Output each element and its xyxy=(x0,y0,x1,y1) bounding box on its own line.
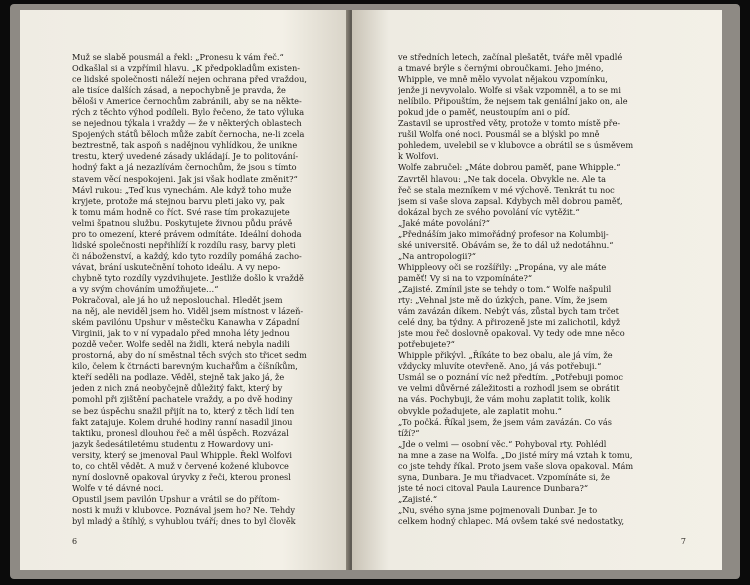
text-line: taktiku, pronesl dlouhou řeč a měl úspěch. Rozvázal xyxy=(72,427,289,438)
text-line: Whipple, ve mně mělo vyvolat nějakou vzpomínku, xyxy=(398,74,608,85)
text-line: řeč se stala mezníkem v mé výchově. Tenkrát tu noc xyxy=(398,184,615,195)
text-line: se bez úspěchu snažil přijít na to, který z těch lidí ten xyxy=(72,405,295,416)
text-line: „Zajisté. Zmínil jste se tehdy o tom.“ Wolfe našpulil xyxy=(398,283,612,294)
text-line: celkem hodný chlapec. Má ovšem také své nedostatky, xyxy=(398,515,625,526)
text-line: nyní doslovně opakoval úryvky z řeči, kterou pronesl xyxy=(72,471,291,482)
text-line: Spojených států běloch může zabít černocha, ne-li zcela xyxy=(72,129,305,140)
text-line: obvykle požadujete, ale zaplatit mohu.“ xyxy=(398,405,562,416)
text-line: „To počká. Říkal jsem, že jsem vám zavázán. Co vás xyxy=(398,416,612,427)
text-line: Whippleovy oči se rozšířily: „Propána, vy ale máte xyxy=(398,261,607,272)
text-line: k tomu mám hodně co říct. Své rase tím prokazujete xyxy=(72,206,290,217)
text-line: „Přednáším jako mimořádný profesor na Kolumbij- xyxy=(398,228,609,239)
text-line: jenže ji nevyvolalo. Wolfe si však vzpomněl, a to se mi xyxy=(398,85,621,96)
text-line: „Zajisté.“ xyxy=(398,493,438,504)
text-line: Odkašlal si a vzpřímil hlavu. „K předpokladům existen- xyxy=(72,63,300,74)
right-page xyxy=(352,10,722,570)
text-line: na vás. Pochybuji, že vám mohu zaplatit tolik, kolik xyxy=(398,394,611,405)
text-line: na mne a zase na Wolfa. „Do jisté míry má vztah k tomu, xyxy=(398,449,633,460)
text-line: a vy svým chováním umožňujete…“ xyxy=(72,283,219,294)
text-line: Muž se slabě pousmál a řekl: „Pronesu k vám řeč.“ xyxy=(72,52,284,62)
text-line: ské universitě. Obávám se, že to dál už nedotáhnu.“ xyxy=(398,239,614,250)
text-line: „Na antropologii?“ xyxy=(398,250,476,261)
text-line: Whipple přikývl. „Říkáte to bez obalu, ale já vím, že xyxy=(398,350,613,361)
text-line: tíží?“ xyxy=(398,427,420,438)
text-line: kilo, čelem k čtrnácti barevným kuchařům a číšníkům, xyxy=(72,361,298,372)
text-line: byl mladý a štíhlý, s vyhublou tváří; dnes to byl člověk xyxy=(72,515,296,526)
text-line: Pokračoval, ale já ho už neposlouchal. Hledět jsem xyxy=(72,295,283,306)
text-line: ale tisíce dalších zásad, a nepochybně je pravda, že xyxy=(72,85,286,96)
text-line: vždycky mluvíte otevřeně. Ano, já vás potřebuji.“ xyxy=(398,361,602,372)
text-line: hodný fakt a já nezazlívám černochům, že jsou s tímto xyxy=(72,162,297,173)
text-line: k Wolfovi. xyxy=(398,151,439,162)
text-line: Zavrtěl hlavou: „Ne tak docela. Obvykle ne. Ale ta xyxy=(398,173,607,184)
text-line: „Jde o velmi — osobní věc.“ Pohyboval rty. Pohlédl xyxy=(398,438,607,449)
text-line: velmi špatnou službu. Poskytujete živnou půdu právě xyxy=(72,217,293,228)
text-line: fakt zatajuje. Kolem druhé hodiny ranní nasadil jinou xyxy=(72,416,293,427)
text-line: versity, který se jmenoval Paul Whipple. Řekl Wolfovi xyxy=(72,449,292,460)
text-line: ském pavilónu Upshur v městečku Kanawha v Západní xyxy=(72,317,300,328)
text-line: prostorná, aby do ní směstnal těch svých sto třicet sedm xyxy=(72,350,307,361)
text-line: jazyk šedesátiletému studentu z Howardovy uni- xyxy=(72,438,274,449)
text-line: ce lidské společnosti náleží nejen ochrana před vraždou, xyxy=(72,74,307,85)
text-line: pokud jde o paměť, neustoupím ani o píď. xyxy=(398,107,571,118)
text-line: rty: „Vehnal jste mě do úzkých, pane. Vím, že jsem xyxy=(398,295,608,306)
text-line: běloši v Americe černochům zabránili, aby se na někte- xyxy=(72,96,302,107)
text-line: jsem si vaše slova zapsal. Kdybych měl dobrou paměť, xyxy=(398,195,623,206)
text-line: pohledem, uvelebil se v klubovce a obrátil se s úsměvem xyxy=(398,140,634,151)
text-line: kteří seděli na podlaze. Věděl, stejně tak jako já, že xyxy=(72,372,285,383)
text-line: či náboženství, a každý, kdo tyto rozdíly pomáhá zacho- xyxy=(72,250,302,261)
text-line: pomohl při zjištění pachatele vraždy, a po dvě hodiny xyxy=(72,394,293,405)
text-line: jste mou řeč doslovně opakoval. Vy tedy ode mne něco xyxy=(398,328,625,339)
text-line: jste té noci citoval Paula Laurence Dunbara?“ xyxy=(398,482,589,493)
left-page-text xyxy=(72,52,328,527)
text-line: co jste tehdy říkal. Proto jsem vaše slova opakoval. Mám xyxy=(398,460,634,471)
left-page xyxy=(20,10,348,570)
text-line: celé dny, ba týdny. A přirozeně jste mi zalichotil, když xyxy=(398,317,621,328)
text-line: ve středních letech, začínal plešatět, tváře měl vpadlé xyxy=(398,52,623,62)
text-line: pozdě večer. Wolfe seděl na židli, která nebyla nadili xyxy=(72,339,290,350)
text-line: vávat, brání uskutečnění tohoto ideálu. A vy nepo- xyxy=(72,261,281,272)
text-line: pro to omezení, které právem odmítáte. Ideální dohoda xyxy=(72,228,302,239)
right-page-number: 7 xyxy=(680,537,686,546)
text-line: Opustil jsem pavilón Upshur a vrátil se do přítom- xyxy=(72,493,280,504)
text-line: to, co chtěl vědět. A muž v červené kožené klubovce xyxy=(72,460,289,471)
text-line: a tmavé brýle s černými obroučkami. Jeho jméno, xyxy=(398,63,604,74)
text-line: se nejednou týkala i vraždy — že v některých oblastech xyxy=(72,118,302,129)
text-line: rých z těchto výhod podíleli. Bylo řečeno, že tato výluka xyxy=(72,107,305,118)
text-line: „Jaké máte povolání?“ xyxy=(398,217,490,228)
text-line: beztrestně, tak aspoň s nadějnou vyhlídkou, že unikne xyxy=(72,140,298,151)
left-page-number: 6 xyxy=(72,537,78,546)
text-line: Wolfe zabručel: „Máte dobrou paměť, pane Whipple.“ xyxy=(398,162,621,173)
text-line: vám zavázán díkem. Nebýt vás, zůstal bych tam trčet xyxy=(398,306,619,317)
text-line: stavem věcí nespokojeni. Jak jsi však hodlate změnit?“ xyxy=(72,173,298,184)
text-line: Usmál se o poznání víc než předtím. „Potřebuji pomoc xyxy=(398,372,623,383)
text-line: paměť! Vy si na to vzpomínáte?“ xyxy=(398,272,533,283)
text-line: syna, Dunbara. Je mu třiadvacet. Vzpomínáte si, že xyxy=(398,471,611,482)
text-line: Mávl rukou: „Teď kus vynechám. Ale když toho muže xyxy=(72,184,292,195)
text-line: lidské společnosti nepřihlíží k rozdílu rasy, barvy pleti xyxy=(72,239,296,250)
text-line: ve velmi důvěrné záležitosti a rozhodl jsem se obrátit xyxy=(398,383,620,394)
text-line: chybně tyto rozdíly vyzdvihujete. Jestliže došlo k vraždě xyxy=(72,272,304,283)
text-line: jeden z nich zná neobyčejně důležitý fakt, který by xyxy=(72,383,283,394)
text-line: „Nu, svého syna jsme pojmenovali Dunbar. Je to xyxy=(398,504,598,515)
text-line: nelíbilo. Připouštím, že nejsem tak geniální jako on, ale xyxy=(398,96,628,107)
text-line: nosti k muži v klubovce. Poznával jsem ho? Ne. Tehdy xyxy=(72,504,296,515)
text-line: dokázal bych ze svého povolání víc vytěžit.“ xyxy=(398,206,580,217)
text-line: trestu, který uvedené zásady ukládají. Je to politování- xyxy=(72,151,299,162)
text-line: rušil Wolfa oné noci. Pousmál se a blýskl po mně xyxy=(398,129,600,140)
text-line: Virginii, jak to v ní vypadalo před mnoha léty jednou xyxy=(72,328,290,339)
text-line: Zastavil se uprostřed věty, protože v tomto místě pře- xyxy=(398,118,621,129)
text-line: Wolfe v té dávné noci. xyxy=(72,482,164,493)
text-line: na něj, ale neviděl jsem ho. Viděl jsem místnost v lázeň- xyxy=(72,306,304,317)
text-line: potřebujete?“ xyxy=(398,339,455,350)
text-line: kryjete, protože má stejnou barvu pleti jako vy, pak xyxy=(72,195,285,206)
right-page-text xyxy=(398,52,694,527)
